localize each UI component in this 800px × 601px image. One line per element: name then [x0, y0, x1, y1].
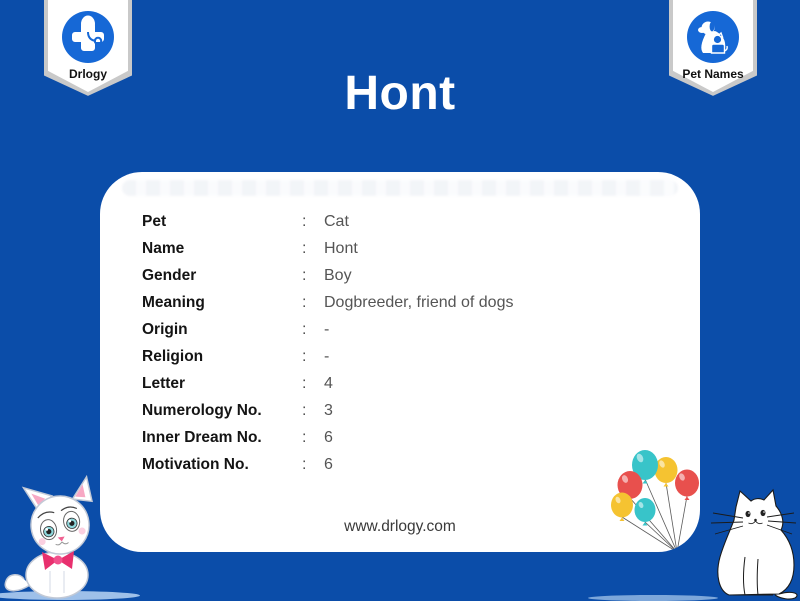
line-art-cat-illustration: [705, 487, 800, 600]
table-row: [142, 235, 513, 262]
table-row: [142, 397, 513, 424]
table-row: [142, 451, 513, 478]
ground-shadow: [588, 595, 718, 601]
row-value: 3: [324, 401, 333, 419]
drlogy-badge-label: Drlogy: [68, 67, 107, 81]
row-label: Motivation No.: [142, 455, 249, 473]
row-value: Hont: [324, 239, 358, 257]
pet-names-badge-label: Pet Names: [682, 67, 744, 81]
watermark-band: [122, 180, 678, 196]
pet-name-card: [100, 172, 700, 552]
table-row: [142, 424, 513, 451]
row-separator: :: [302, 320, 307, 338]
row-value: 6: [324, 428, 333, 446]
table-row: [142, 316, 513, 343]
row-label: Pet: [142, 212, 167, 230]
row-value: 6: [324, 455, 333, 473]
website-url: www.drlogy.com: [344, 518, 456, 535]
table-row: [142, 370, 513, 397]
dog-and-cat-icon: [687, 11, 739, 63]
row-label: Meaning: [142, 293, 205, 311]
page-title: Hont: [344, 67, 456, 120]
row-separator: :: [302, 293, 307, 311]
row-separator: :: [302, 212, 307, 230]
row-separator: :: [302, 347, 307, 365]
table-row: [142, 208, 513, 235]
row-label: Origin: [142, 320, 188, 338]
row-label: Numerology No.: [142, 401, 262, 419]
stethoscope-cross-icon: [62, 11, 114, 63]
row-separator: :: [302, 428, 307, 446]
row-separator: :: [302, 374, 307, 392]
row-value: 4: [324, 374, 333, 392]
row-value: -: [324, 347, 330, 365]
info-table: [142, 208, 513, 478]
table-row: [142, 262, 513, 289]
row-label: Letter: [142, 374, 186, 392]
cartoon-kitten-illustration: [0, 473, 105, 600]
table-row: [142, 289, 513, 316]
row-value: Boy: [324, 266, 352, 284]
row-separator: :: [302, 455, 307, 473]
row-label: Gender: [142, 266, 197, 284]
row-label: Inner Dream No.: [142, 428, 262, 446]
row-value: -: [324, 320, 330, 338]
row-label: Religion: [142, 347, 204, 365]
row-separator: :: [302, 401, 307, 419]
row-separator: :: [302, 266, 307, 284]
row-label: Name: [142, 239, 185, 257]
row-separator: :: [302, 239, 307, 257]
row-value: Dogbreeder, friend of dogs: [324, 293, 514, 311]
row-value: Cat: [324, 212, 349, 230]
table-row: [142, 343, 513, 370]
